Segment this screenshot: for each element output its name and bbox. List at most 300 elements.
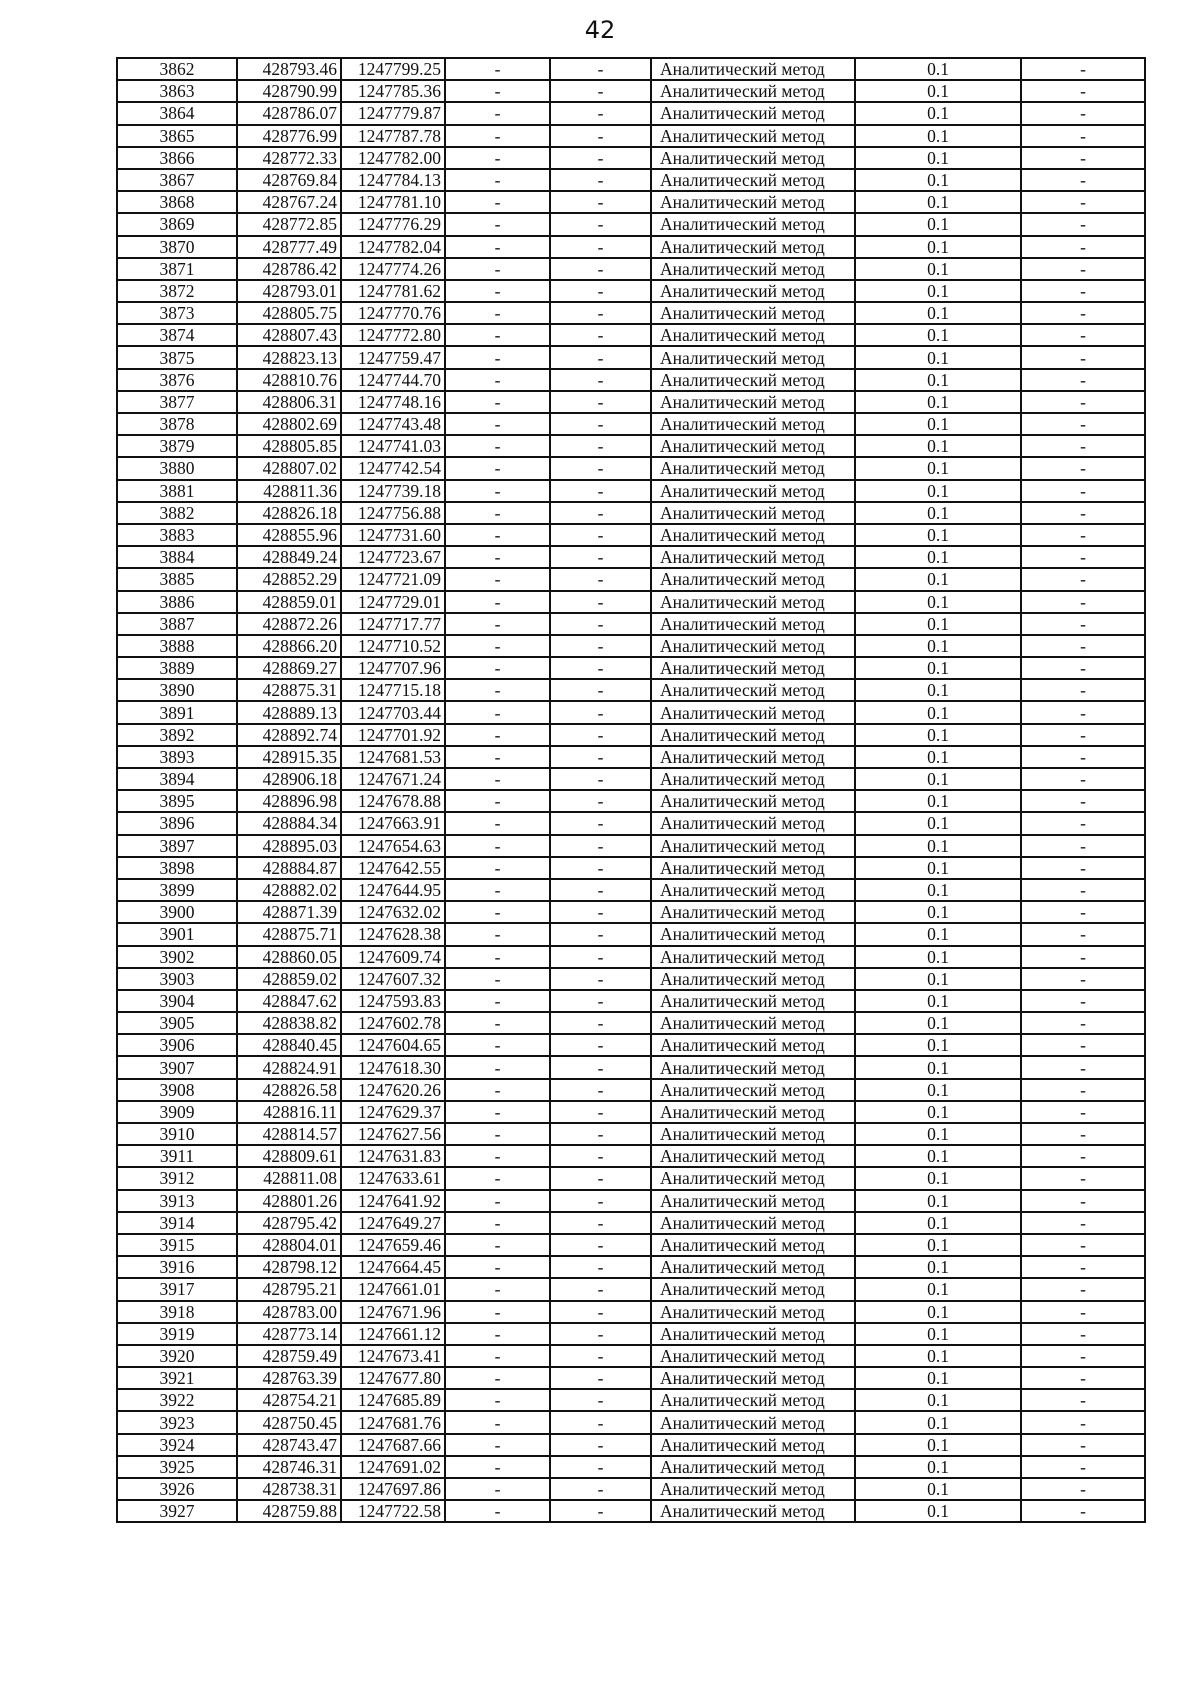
x-coordinate-cell: 428810.76 bbox=[237, 369, 341, 391]
method-cell: Аналитический метод bbox=[651, 1056, 855, 1078]
x-coordinate-cell: 428849.24 bbox=[237, 546, 341, 568]
empty-cell-a: - bbox=[445, 1167, 550, 1189]
method-cell: Аналитический метод bbox=[651, 1145, 855, 1167]
method-cell: Аналитический метод bbox=[651, 280, 855, 302]
x-coordinate-cell: 428852.29 bbox=[237, 568, 341, 590]
point-number-cell: 3910 bbox=[117, 1123, 237, 1145]
accuracy-cell: 0.1 bbox=[855, 413, 1021, 435]
empty-cell-a: - bbox=[445, 1056, 550, 1078]
empty-cell-a: - bbox=[445, 369, 550, 391]
table-row bbox=[117, 568, 1145, 590]
point-number-cell: 3917 bbox=[117, 1278, 237, 1300]
table-row bbox=[117, 258, 1145, 280]
x-coordinate-cell: 428838.82 bbox=[237, 1012, 341, 1034]
accuracy-cell: 0.1 bbox=[855, 768, 1021, 790]
empty-cell-b: - bbox=[550, 835, 651, 857]
accuracy-cell: 0.1 bbox=[855, 1101, 1021, 1123]
empty-cell-a: - bbox=[445, 391, 550, 413]
method-cell: Аналитический метод bbox=[651, 635, 855, 657]
empty-cell-a: - bbox=[445, 480, 550, 502]
empty-cell-b: - bbox=[550, 968, 651, 990]
empty-cell-b: - bbox=[550, 1434, 651, 1456]
point-number-cell: 3876 bbox=[117, 369, 237, 391]
accuracy-cell: 0.1 bbox=[855, 1212, 1021, 1234]
x-coordinate-cell: 428826.58 bbox=[237, 1079, 341, 1101]
empty-cell-a: - bbox=[445, 946, 550, 968]
empty-cell-a: - bbox=[445, 1500, 550, 1522]
empty-cell-a: - bbox=[445, 302, 550, 324]
accuracy-cell: 0.1 bbox=[855, 125, 1021, 147]
point-number-cell: 3883 bbox=[117, 524, 237, 546]
point-number-cell: 3926 bbox=[117, 1478, 237, 1500]
empty-cell-a: - bbox=[445, 1190, 550, 1212]
x-coordinate-cell: 428793.01 bbox=[237, 280, 341, 302]
method-cell: Аналитический метод bbox=[651, 1034, 855, 1056]
x-coordinate-cell: 428814.57 bbox=[237, 1123, 341, 1145]
x-coordinate-cell: 428773.14 bbox=[237, 1323, 341, 1345]
method-cell: Аналитический метод bbox=[651, 80, 855, 102]
accuracy-cell: 0.1 bbox=[855, 1234, 1021, 1256]
y-coordinate-cell: 1247678.88 bbox=[341, 790, 445, 812]
x-coordinate-cell: 428801.26 bbox=[237, 1190, 341, 1212]
point-number-cell: 3924 bbox=[117, 1434, 237, 1456]
empty-cell-c: - bbox=[1021, 879, 1145, 901]
y-coordinate-cell: 1247681.53 bbox=[341, 746, 445, 768]
empty-cell-a: - bbox=[445, 901, 550, 923]
accuracy-cell: 0.1 bbox=[855, 280, 1021, 302]
empty-cell-a: - bbox=[445, 457, 550, 479]
empty-cell-a: - bbox=[445, 191, 550, 213]
x-coordinate-cell: 428759.88 bbox=[237, 1500, 341, 1522]
y-coordinate-cell: 1247781.62 bbox=[341, 280, 445, 302]
y-coordinate-cell: 1247687.66 bbox=[341, 1434, 445, 1456]
table-row bbox=[117, 58, 1145, 80]
method-cell: Аналитический метод bbox=[651, 346, 855, 368]
point-number-cell: 3900 bbox=[117, 901, 237, 923]
point-number-cell: 3866 bbox=[117, 147, 237, 169]
method-cell: Аналитический метод bbox=[651, 1212, 855, 1234]
method-cell: Аналитический метод bbox=[651, 369, 855, 391]
empty-cell-a: - bbox=[445, 58, 550, 80]
y-coordinate-cell: 1247661.12 bbox=[341, 1323, 445, 1345]
table-row bbox=[117, 1190, 1145, 1212]
empty-cell-b: - bbox=[550, 1034, 651, 1056]
table-row bbox=[117, 591, 1145, 613]
empty-cell-a: - bbox=[445, 1212, 550, 1234]
empty-cell-c: - bbox=[1021, 435, 1145, 457]
y-coordinate-cell: 1247627.56 bbox=[341, 1123, 445, 1145]
x-coordinate-cell: 428805.85 bbox=[237, 435, 341, 457]
empty-cell-c: - bbox=[1021, 258, 1145, 280]
empty-cell-c: - bbox=[1021, 1034, 1145, 1056]
accuracy-cell: 0.1 bbox=[855, 457, 1021, 479]
x-coordinate-cell: 428807.43 bbox=[237, 324, 341, 346]
empty-cell-a: - bbox=[445, 968, 550, 990]
accuracy-cell: 0.1 bbox=[855, 1456, 1021, 1478]
x-coordinate-cell: 428776.99 bbox=[237, 125, 341, 147]
point-number-cell: 3870 bbox=[117, 236, 237, 258]
empty-cell-c: - bbox=[1021, 857, 1145, 879]
table-row bbox=[117, 1434, 1145, 1456]
table-row bbox=[117, 1278, 1145, 1300]
y-coordinate-cell: 1247659.46 bbox=[341, 1234, 445, 1256]
table-row bbox=[117, 1234, 1145, 1256]
accuracy-cell: 0.1 bbox=[855, 968, 1021, 990]
x-coordinate-cell: 428805.75 bbox=[237, 302, 341, 324]
y-coordinate-cell: 1247743.48 bbox=[341, 413, 445, 435]
empty-cell-a: - bbox=[445, 835, 550, 857]
accuracy-cell: 0.1 bbox=[855, 546, 1021, 568]
method-cell: Аналитический метод bbox=[651, 568, 855, 590]
y-coordinate-cell: 1247671.96 bbox=[341, 1301, 445, 1323]
empty-cell-c: - bbox=[1021, 613, 1145, 635]
accuracy-cell: 0.1 bbox=[855, 480, 1021, 502]
empty-cell-b: - bbox=[550, 1367, 651, 1389]
point-number-cell: 3902 bbox=[117, 946, 237, 968]
empty-cell-a: - bbox=[445, 1367, 550, 1389]
empty-cell-c: - bbox=[1021, 946, 1145, 968]
empty-cell-b: - bbox=[550, 679, 651, 701]
empty-cell-a: - bbox=[445, 568, 550, 590]
empty-cell-c: - bbox=[1021, 1323, 1145, 1345]
empty-cell-a: - bbox=[445, 102, 550, 124]
empty-cell-b: - bbox=[550, 524, 651, 546]
y-coordinate-cell: 1247707.96 bbox=[341, 657, 445, 679]
method-cell: Аналитический метод bbox=[651, 1389, 855, 1411]
table-row bbox=[117, 1478, 1145, 1500]
empty-cell-c: - bbox=[1021, 346, 1145, 368]
point-number-cell: 3871 bbox=[117, 258, 237, 280]
empty-cell-c: - bbox=[1021, 724, 1145, 746]
empty-cell-b: - bbox=[550, 125, 651, 147]
y-coordinate-cell: 1247681.76 bbox=[341, 1411, 445, 1433]
point-number-cell: 3872 bbox=[117, 280, 237, 302]
point-number-cell: 3889 bbox=[117, 657, 237, 679]
table-row bbox=[117, 946, 1145, 968]
accuracy-cell: 0.1 bbox=[855, 1389, 1021, 1411]
y-coordinate-cell: 1247721.09 bbox=[341, 568, 445, 590]
method-cell: Аналитический метод bbox=[651, 147, 855, 169]
empty-cell-b: - bbox=[550, 790, 651, 812]
point-number-cell: 3879 bbox=[117, 435, 237, 457]
y-coordinate-cell: 1247607.32 bbox=[341, 968, 445, 990]
empty-cell-b: - bbox=[550, 1079, 651, 1101]
method-cell: Аналитический метод bbox=[651, 1478, 855, 1500]
method-cell: Аналитический метод bbox=[651, 1367, 855, 1389]
x-coordinate-cell: 428759.49 bbox=[237, 1345, 341, 1367]
point-number-cell: 3920 bbox=[117, 1345, 237, 1367]
accuracy-cell: 0.1 bbox=[855, 1167, 1021, 1189]
accuracy-cell: 0.1 bbox=[855, 191, 1021, 213]
accuracy-cell: 0.1 bbox=[855, 679, 1021, 701]
table-row bbox=[117, 812, 1145, 834]
y-coordinate-cell: 1247663.91 bbox=[341, 812, 445, 834]
point-number-cell: 3884 bbox=[117, 546, 237, 568]
y-coordinate-cell: 1247770.76 bbox=[341, 302, 445, 324]
method-cell: Аналитический метод bbox=[651, 790, 855, 812]
empty-cell-c: - bbox=[1021, 1212, 1145, 1234]
accuracy-cell: 0.1 bbox=[855, 923, 1021, 945]
y-coordinate-cell: 1247787.78 bbox=[341, 125, 445, 147]
y-coordinate-cell: 1247649.27 bbox=[341, 1212, 445, 1234]
table-row bbox=[117, 391, 1145, 413]
point-number-cell: 3873 bbox=[117, 302, 237, 324]
x-coordinate-cell: 428871.39 bbox=[237, 901, 341, 923]
empty-cell-c: - bbox=[1021, 746, 1145, 768]
empty-cell-c: - bbox=[1021, 1411, 1145, 1433]
y-coordinate-cell: 1247710.52 bbox=[341, 635, 445, 657]
accuracy-cell: 0.1 bbox=[855, 635, 1021, 657]
empty-cell-b: - bbox=[550, 591, 651, 613]
table-row bbox=[117, 546, 1145, 568]
empty-cell-a: - bbox=[445, 701, 550, 723]
empty-cell-a: - bbox=[445, 258, 550, 280]
empty-cell-c: - bbox=[1021, 58, 1145, 80]
table-row bbox=[117, 102, 1145, 124]
y-coordinate-cell: 1247744.70 bbox=[341, 369, 445, 391]
empty-cell-c: - bbox=[1021, 812, 1145, 834]
empty-cell-b: - bbox=[550, 191, 651, 213]
empty-cell-b: - bbox=[550, 302, 651, 324]
table-row bbox=[117, 990, 1145, 1012]
empty-cell-c: - bbox=[1021, 213, 1145, 235]
table-row bbox=[117, 857, 1145, 879]
accuracy-cell: 0.1 bbox=[855, 857, 1021, 879]
accuracy-cell: 0.1 bbox=[855, 369, 1021, 391]
y-coordinate-cell: 1247731.60 bbox=[341, 524, 445, 546]
empty-cell-a: - bbox=[445, 768, 550, 790]
x-coordinate-cell: 428840.45 bbox=[237, 1034, 341, 1056]
empty-cell-c: - bbox=[1021, 1123, 1145, 1145]
empty-cell-b: - bbox=[550, 1345, 651, 1367]
empty-cell-c: - bbox=[1021, 480, 1145, 502]
method-cell: Аналитический метод bbox=[651, 413, 855, 435]
table-row bbox=[117, 1389, 1145, 1411]
empty-cell-c: - bbox=[1021, 901, 1145, 923]
table-row bbox=[117, 901, 1145, 923]
empty-cell-c: - bbox=[1021, 568, 1145, 590]
empty-cell-c: - bbox=[1021, 1500, 1145, 1522]
method-cell: Аналитический метод bbox=[651, 701, 855, 723]
x-coordinate-cell: 428816.11 bbox=[237, 1101, 341, 1123]
x-coordinate-cell: 428823.13 bbox=[237, 346, 341, 368]
y-coordinate-cell: 1247782.04 bbox=[341, 236, 445, 258]
empty-cell-b: - bbox=[550, 1190, 651, 1212]
table-row bbox=[117, 613, 1145, 635]
y-coordinate-cell: 1247703.44 bbox=[341, 701, 445, 723]
x-coordinate-cell: 428786.42 bbox=[237, 258, 341, 280]
x-coordinate-cell: 428884.34 bbox=[237, 812, 341, 834]
empty-cell-c: - bbox=[1021, 546, 1145, 568]
method-cell: Аналитический метод bbox=[651, 1456, 855, 1478]
point-number-cell: 3882 bbox=[117, 502, 237, 524]
empty-cell-b: - bbox=[550, 568, 651, 590]
table-row bbox=[117, 1456, 1145, 1478]
accuracy-cell: 0.1 bbox=[855, 435, 1021, 457]
table-row bbox=[117, 1079, 1145, 1101]
table-row bbox=[117, 1145, 1145, 1167]
x-coordinate-cell: 428793.46 bbox=[237, 58, 341, 80]
x-coordinate-cell: 428804.01 bbox=[237, 1234, 341, 1256]
table-row bbox=[117, 968, 1145, 990]
empty-cell-a: - bbox=[445, 635, 550, 657]
x-coordinate-cell: 428802.69 bbox=[237, 413, 341, 435]
empty-cell-a: - bbox=[445, 613, 550, 635]
point-number-cell: 3906 bbox=[117, 1034, 237, 1056]
point-number-cell: 3868 bbox=[117, 191, 237, 213]
method-cell: Аналитический метод bbox=[651, 1101, 855, 1123]
empty-cell-c: - bbox=[1021, 324, 1145, 346]
accuracy-cell: 0.1 bbox=[855, 812, 1021, 834]
point-number-cell: 3901 bbox=[117, 923, 237, 945]
empty-cell-c: - bbox=[1021, 1101, 1145, 1123]
y-coordinate-cell: 1247748.16 bbox=[341, 391, 445, 413]
accuracy-cell: 0.1 bbox=[855, 746, 1021, 768]
empty-cell-b: - bbox=[550, 258, 651, 280]
empty-cell-c: - bbox=[1021, 1079, 1145, 1101]
accuracy-cell: 0.1 bbox=[855, 147, 1021, 169]
empty-cell-b: - bbox=[550, 1123, 651, 1145]
empty-cell-b: - bbox=[550, 768, 651, 790]
method-cell: Аналитический метод bbox=[651, 923, 855, 945]
empty-cell-c: - bbox=[1021, 1256, 1145, 1278]
empty-cell-c: - bbox=[1021, 1012, 1145, 1034]
point-number-cell: 3923 bbox=[117, 1411, 237, 1433]
y-coordinate-cell: 1247604.65 bbox=[341, 1034, 445, 1056]
y-coordinate-cell: 1247629.37 bbox=[341, 1101, 445, 1123]
x-coordinate-cell: 428777.49 bbox=[237, 236, 341, 258]
method-cell: Аналитический метод bbox=[651, 591, 855, 613]
y-coordinate-cell: 1247620.26 bbox=[341, 1079, 445, 1101]
x-coordinate-cell: 428875.71 bbox=[237, 923, 341, 945]
empty-cell-a: - bbox=[445, 1278, 550, 1300]
method-cell: Аналитический метод bbox=[651, 58, 855, 80]
accuracy-cell: 0.1 bbox=[855, 1278, 1021, 1300]
method-cell: Аналитический метод bbox=[651, 502, 855, 524]
table-row bbox=[117, 768, 1145, 790]
y-coordinate-cell: 1247784.13 bbox=[341, 169, 445, 191]
point-number-cell: 3897 bbox=[117, 835, 237, 857]
empty-cell-c: - bbox=[1021, 280, 1145, 302]
point-number-cell: 3922 bbox=[117, 1389, 237, 1411]
empty-cell-b: - bbox=[550, 724, 651, 746]
empty-cell-a: - bbox=[445, 213, 550, 235]
accuracy-cell: 0.1 bbox=[855, 1256, 1021, 1278]
empty-cell-b: - bbox=[550, 1167, 651, 1189]
empty-cell-a: - bbox=[445, 524, 550, 546]
point-number-cell: 3904 bbox=[117, 990, 237, 1012]
method-cell: Аналитический метод bbox=[651, 213, 855, 235]
method-cell: Аналитический метод bbox=[651, 1434, 855, 1456]
point-number-cell: 3899 bbox=[117, 879, 237, 901]
empty-cell-b: - bbox=[550, 1478, 651, 1500]
accuracy-cell: 0.1 bbox=[855, 1367, 1021, 1389]
x-coordinate-cell: 428798.12 bbox=[237, 1256, 341, 1278]
method-cell: Аналитический метод bbox=[651, 657, 855, 679]
table-row bbox=[117, 324, 1145, 346]
table-row bbox=[117, 1101, 1145, 1123]
empty-cell-b: - bbox=[550, 391, 651, 413]
table-row bbox=[117, 169, 1145, 191]
method-cell: Аналитический метод bbox=[651, 524, 855, 546]
x-coordinate-cell: 428772.33 bbox=[237, 147, 341, 169]
point-number-cell: 3925 bbox=[117, 1456, 237, 1478]
table-row bbox=[117, 80, 1145, 102]
empty-cell-a: - bbox=[445, 1079, 550, 1101]
point-number-cell: 3886 bbox=[117, 591, 237, 613]
accuracy-cell: 0.1 bbox=[855, 502, 1021, 524]
empty-cell-b: - bbox=[550, 613, 651, 635]
y-coordinate-cell: 1247644.95 bbox=[341, 879, 445, 901]
accuracy-cell: 0.1 bbox=[855, 1434, 1021, 1456]
method-cell: Аналитический метод bbox=[651, 1278, 855, 1300]
empty-cell-a: - bbox=[445, 1101, 550, 1123]
point-number-cell: 3862 bbox=[117, 58, 237, 80]
y-coordinate-cell: 1247799.25 bbox=[341, 58, 445, 80]
empty-cell-c: - bbox=[1021, 657, 1145, 679]
empty-cell-a: - bbox=[445, 280, 550, 302]
x-coordinate-cell: 428811.08 bbox=[237, 1167, 341, 1189]
accuracy-cell: 0.1 bbox=[855, 990, 1021, 1012]
y-coordinate-cell: 1247618.30 bbox=[341, 1056, 445, 1078]
x-coordinate-cell: 428811.36 bbox=[237, 480, 341, 502]
point-number-cell: 3913 bbox=[117, 1190, 237, 1212]
x-coordinate-cell: 428860.05 bbox=[237, 946, 341, 968]
method-cell: Аналитический метод bbox=[651, 302, 855, 324]
empty-cell-c: - bbox=[1021, 635, 1145, 657]
x-coordinate-cell: 428769.84 bbox=[237, 169, 341, 191]
x-coordinate-cell: 428795.42 bbox=[237, 1212, 341, 1234]
empty-cell-a: - bbox=[445, 169, 550, 191]
empty-cell-c: - bbox=[1021, 923, 1145, 945]
empty-cell-b: - bbox=[550, 169, 651, 191]
method-cell: Аналитический метод bbox=[651, 391, 855, 413]
accuracy-cell: 0.1 bbox=[855, 879, 1021, 901]
y-coordinate-cell: 1247739.18 bbox=[341, 480, 445, 502]
accuracy-cell: 0.1 bbox=[855, 835, 1021, 857]
y-coordinate-cell: 1247609.74 bbox=[341, 946, 445, 968]
x-coordinate-cell: 428783.00 bbox=[237, 1301, 341, 1323]
point-number-cell: 3907 bbox=[117, 1056, 237, 1078]
empty-cell-b: - bbox=[550, 1056, 651, 1078]
empty-cell-b: - bbox=[550, 1500, 651, 1522]
point-number-cell: 3927 bbox=[117, 1500, 237, 1522]
empty-cell-a: - bbox=[445, 147, 550, 169]
point-number-cell: 3918 bbox=[117, 1301, 237, 1323]
empty-cell-b: - bbox=[550, 635, 651, 657]
empty-cell-b: - bbox=[550, 102, 651, 124]
accuracy-cell: 0.1 bbox=[855, 324, 1021, 346]
table-row bbox=[117, 302, 1145, 324]
table-row bbox=[117, 1367, 1145, 1389]
point-number-cell: 3891 bbox=[117, 701, 237, 723]
point-number-cell: 3898 bbox=[117, 857, 237, 879]
empty-cell-c: - bbox=[1021, 169, 1145, 191]
y-coordinate-cell: 1247701.92 bbox=[341, 724, 445, 746]
empty-cell-c: - bbox=[1021, 835, 1145, 857]
accuracy-cell: 0.1 bbox=[855, 524, 1021, 546]
empty-cell-b: - bbox=[550, 990, 651, 1012]
y-coordinate-cell: 1247782.00 bbox=[341, 147, 445, 169]
empty-cell-a: - bbox=[445, 435, 550, 457]
method-cell: Аналитический метод bbox=[651, 324, 855, 346]
accuracy-cell: 0.1 bbox=[855, 1323, 1021, 1345]
x-coordinate-cell: 428866.20 bbox=[237, 635, 341, 657]
empty-cell-c: - bbox=[1021, 1278, 1145, 1300]
y-coordinate-cell: 1247661.01 bbox=[341, 1278, 445, 1300]
point-number-cell: 3867 bbox=[117, 169, 237, 191]
empty-cell-a: - bbox=[445, 1456, 550, 1478]
